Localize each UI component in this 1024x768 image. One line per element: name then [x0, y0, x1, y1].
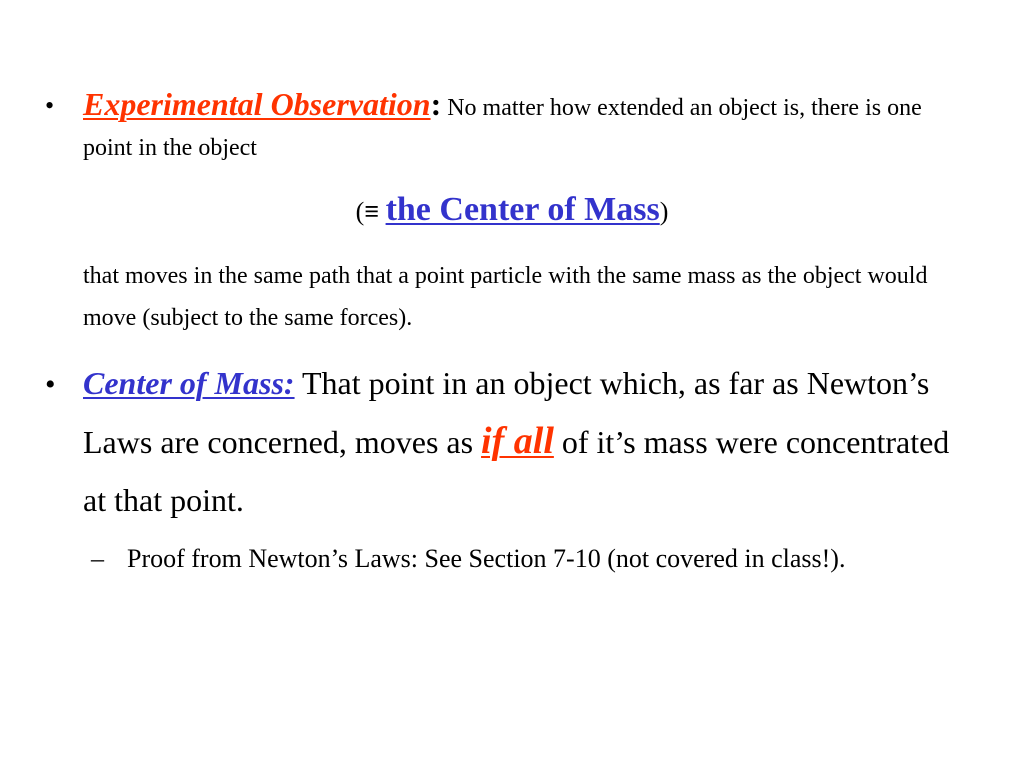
emphasis-if-all: if all [481, 420, 554, 462]
definition-text-a: That point in an object which, as far as Newton’s Laws are concerned, moves as [83, 365, 930, 460]
observation-continuation: that moves in the same path that a point particle with the same mass as the object would move (subject to the same forces). [83, 263, 928, 331]
term-experimental-observation: Experimental Observation [83, 86, 431, 122]
equivalence-symbol: ≡ [364, 197, 380, 226]
observation-text: No matter how extended an object is, there is one point in the object [83, 95, 922, 161]
bullet-text [83, 354, 975, 529]
term-center-of-mass-heading: Center of Mass: [83, 365, 295, 401]
close-paren: ) [659, 197, 669, 226]
definition-text-b: of it’s mass were concentrated at that point. [83, 424, 950, 518]
term-center-of-mass: the Center of Mass [385, 191, 660, 228]
bullet-marker: • [45, 91, 55, 120]
sub-bullet-proof [91, 538, 981, 580]
sub-bullet-marker: – [91, 544, 104, 573]
bullet-marker: • [45, 368, 56, 401]
bullet-center-of-mass [45, 354, 975, 529]
center-of-mass-definition-line [0, 188, 1024, 234]
bullet-text [83, 84, 975, 168]
colon: : [430, 86, 442, 122]
open-paren: ( [355, 197, 365, 226]
sub-bullet-text: Proof from Newton’s Laws: See Section 7-10 (not covered in class!). [127, 544, 846, 573]
bullet-experimental-observation [45, 84, 975, 168]
